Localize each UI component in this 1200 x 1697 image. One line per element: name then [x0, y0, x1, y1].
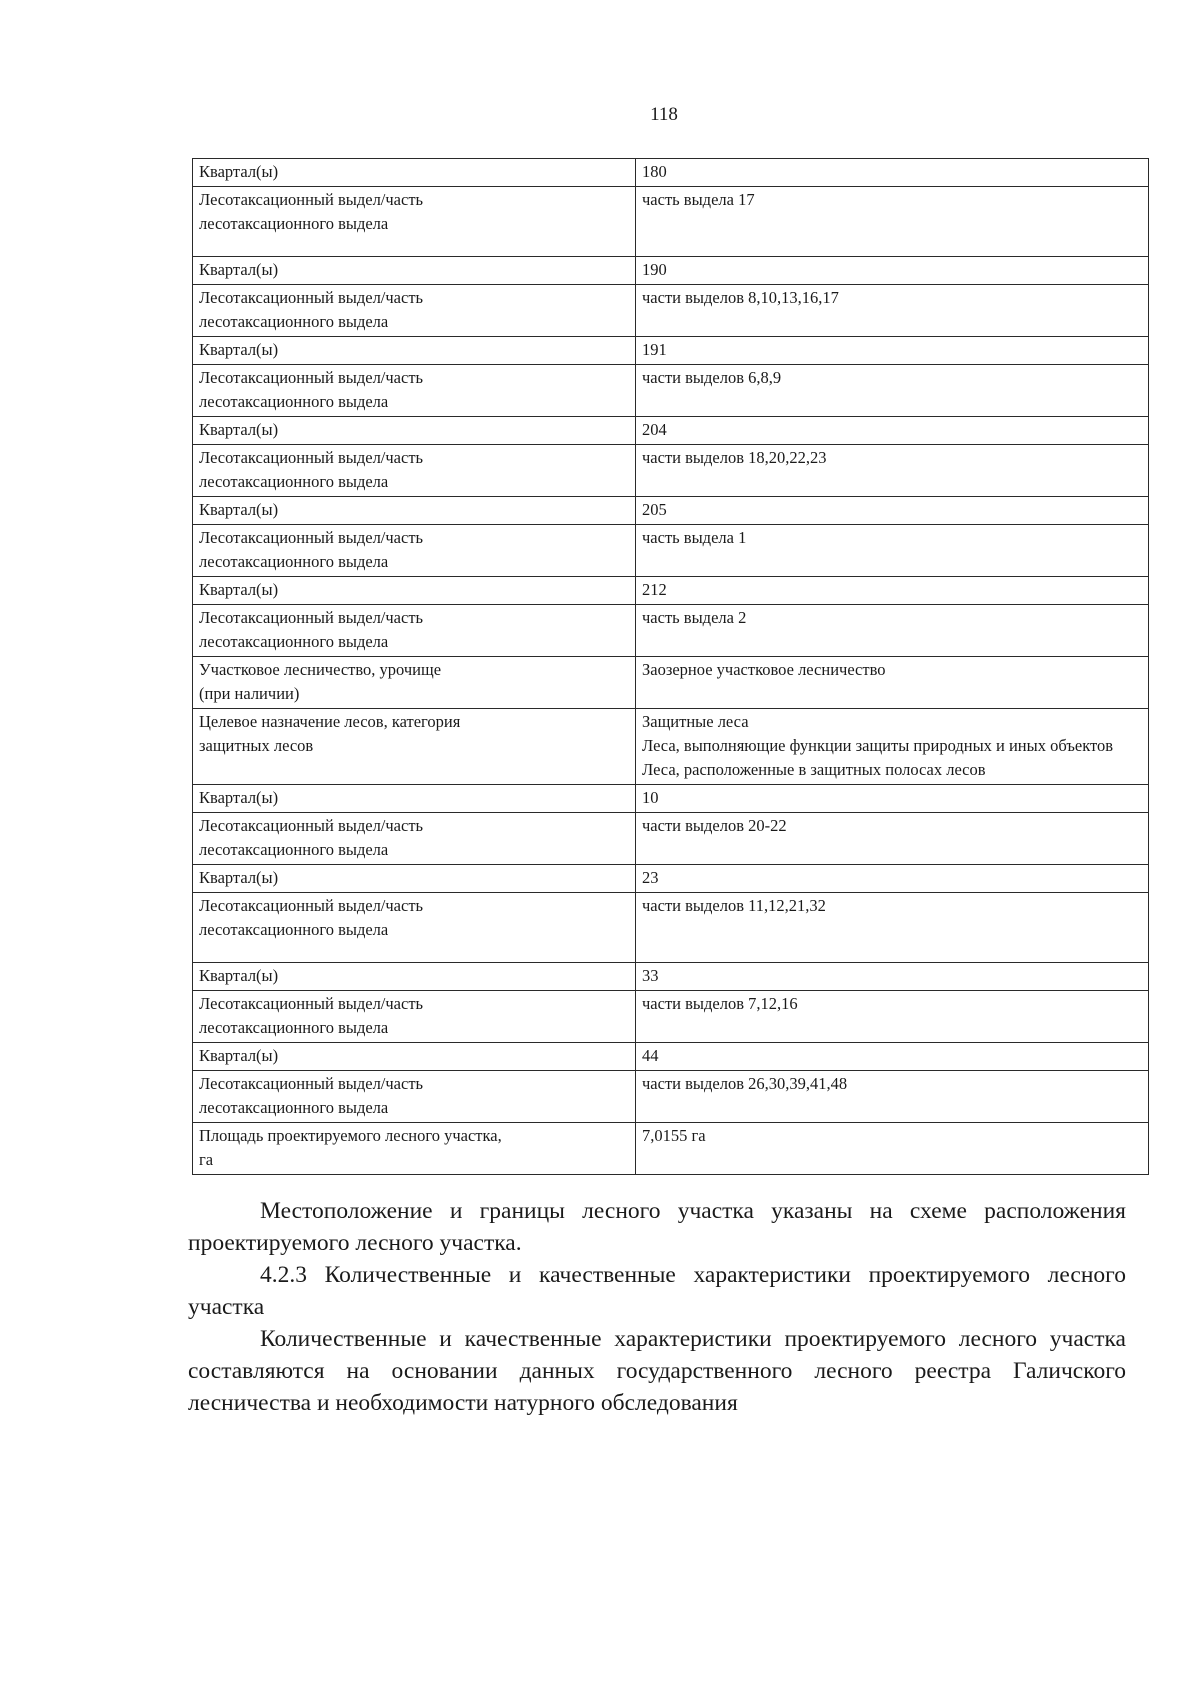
table-row — [193, 1071, 1149, 1123]
table-row — [193, 1043, 1149, 1071]
row-value: 33 — [636, 963, 1149, 991]
table-row — [193, 497, 1149, 525]
row-value: 191 — [636, 337, 1149, 365]
row-value: части выделов 6,8,9 — [636, 365, 1149, 417]
row-label: Лесотаксационный выдел/часть лесотаксационного выдела — [193, 187, 636, 257]
row-value: 10 — [636, 785, 1149, 813]
table-row — [193, 257, 1149, 285]
table-row — [193, 991, 1149, 1043]
row-label: Лесотаксационный выдел/часть лесотаксационного выдела — [193, 285, 636, 337]
row-label: Лесотаксационный выдел/часть лесотаксационного выдела — [193, 365, 636, 417]
row-value: части выделов 26,30,39,41,48 — [636, 1071, 1149, 1123]
row-value: части выделов 20-22 — [636, 813, 1149, 865]
table-row — [193, 709, 1149, 785]
row-label: Площадь проектируемого лесного участка, га — [193, 1123, 636, 1175]
row-label: Лесотаксационный выдел/часть лесотаксационного выдела — [193, 813, 636, 865]
row-value: часть выдела 2 — [636, 605, 1149, 657]
row-value: 180 — [636, 159, 1149, 187]
row-label: Лесотаксационный выдел/часть лесотаксационного выдела — [193, 991, 636, 1043]
paragraph-characteristics: Количественные и качественные характеристики проектируемого лесного участка составляются на основании данных государственного лесного реестра Галичского лесничества и необходимости натурного обследования — [188, 1326, 1126, 1416]
row-label: Квартал(ы) — [193, 865, 636, 893]
table-row — [193, 657, 1149, 709]
row-label: Лесотаксационный выдел/часть лесотаксационного выдела — [193, 605, 636, 657]
row-value: 190 — [636, 257, 1149, 285]
row-value: 205 — [636, 497, 1149, 525]
table-row — [193, 285, 1149, 337]
row-value: Защитные леса Леса, выполняющие функции защиты природных и иных объектов Леса, расположенные в защитных полосах лесов — [636, 709, 1149, 785]
row-label: Квартал(ы) — [193, 417, 636, 445]
table-row — [193, 365, 1149, 417]
row-label: Лесотаксационный выдел/часть лесотаксационного выдела — [193, 893, 636, 963]
row-value: часть выдела 1 — [636, 525, 1149, 577]
row-label: Целевое назначение лесов, категория защитных лесов — [193, 709, 636, 785]
table-row — [193, 159, 1149, 187]
table-row — [193, 187, 1149, 257]
table-row — [193, 1123, 1149, 1175]
table-row — [193, 445, 1149, 497]
row-label: Лесотаксационный выдел/часть лесотаксационного выдела — [193, 445, 636, 497]
row-label: Квартал(ы) — [193, 337, 636, 365]
row-value: части выделов 7,12,16 — [636, 991, 1149, 1043]
forest-plot-table — [192, 158, 1149, 1175]
table-row — [193, 865, 1149, 893]
row-label: Квартал(ы) — [193, 159, 636, 187]
row-label: Участковое лесничество, урочище (при наличии) — [193, 657, 636, 709]
row-value: 212 — [636, 577, 1149, 605]
row-value: 204 — [636, 417, 1149, 445]
table-row — [193, 417, 1149, 445]
row-label: Квартал(ы) — [193, 1043, 636, 1071]
body-text — [188, 1195, 1126, 1419]
row-label: Квартал(ы) — [193, 257, 636, 285]
paragraph-location: Местоположение и границы лесного участка указаны на схеме расположения проектируемого лесного участка. — [188, 1198, 1126, 1256]
row-label: Квартал(ы) — [193, 577, 636, 605]
table-row — [193, 525, 1149, 577]
row-value: 23 — [636, 865, 1149, 893]
row-label: Лесотаксационный выдел/часть лесотаксационного выдела — [193, 525, 636, 577]
row-value: Заозерное участковое лесничество — [636, 657, 1149, 709]
row-label: Квартал(ы) — [193, 785, 636, 813]
row-value: 7,0155 га — [636, 1123, 1149, 1175]
row-value: части выделов 11,12,21,32 — [636, 893, 1149, 963]
row-label: Квартал(ы) — [193, 497, 636, 525]
row-label: Квартал(ы) — [193, 963, 636, 991]
row-value: часть выдела 17 — [636, 187, 1149, 257]
table-row — [193, 893, 1149, 963]
table-row — [193, 785, 1149, 813]
row-label: Лесотаксационный выдел/часть лесотаксационного выдела — [193, 1071, 636, 1123]
table-row — [193, 963, 1149, 991]
row-value: части выделов 18,20,22,23 — [636, 445, 1149, 497]
table-row — [193, 337, 1149, 365]
table-row — [193, 577, 1149, 605]
paragraph-section-heading: 4.2.3 Количественные и качественные характеристики проектируемого лесного участка — [188, 1262, 1126, 1320]
table-row — [193, 605, 1149, 657]
row-value: части выделов 8,10,13,16,17 — [636, 285, 1149, 337]
table-row — [193, 813, 1149, 865]
page-number: 118 — [650, 104, 678, 125]
row-value: 44 — [636, 1043, 1149, 1071]
